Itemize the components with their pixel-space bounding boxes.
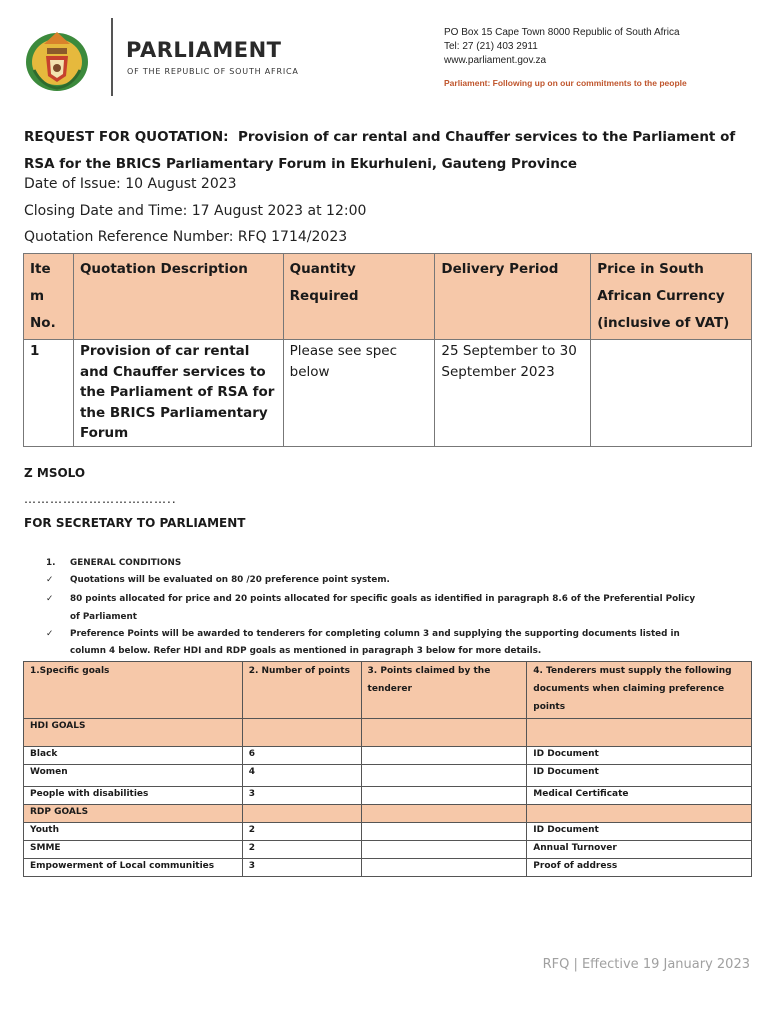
goals-header-docs: 4. Tenderers must supply the following documents when claiming preference points xyxy=(527,662,752,719)
heading-text: GENERAL CONDITIONS xyxy=(70,558,182,568)
goals-header-claimed: 3. Points claimed by the tenderer xyxy=(361,662,527,719)
goal-cell: SMME xyxy=(24,841,243,859)
rdp-section-row xyxy=(24,805,752,823)
address-line: PO Box 15 Cape Town 8000 Republic of South Africa xyxy=(444,27,680,38)
parliament-coat-of-arms-logo xyxy=(22,22,92,92)
table-row xyxy=(24,340,752,447)
cell-delivery: 25 September to 30 September 2023 xyxy=(435,340,591,447)
claimed-cell[interactable] xyxy=(361,841,527,859)
cell-price[interactable] xyxy=(591,340,752,447)
condition-text: Quotations will be evaluated on 80 /20 preference point system. xyxy=(70,575,390,585)
signatory-name: Z MSOLO xyxy=(24,466,86,480)
goals-header-points: 2. Number of points xyxy=(242,662,361,719)
condition-item xyxy=(46,629,680,639)
hdi-section-row xyxy=(24,719,752,747)
doc-cell: ID Document xyxy=(527,747,752,765)
goal-cell: People with disabilities xyxy=(24,787,243,805)
cell-description: Provision of car rental and Chauffer services to the Parliament of RSA for the BRICS Parliamentary Forum xyxy=(73,340,283,447)
doc-cell: Annual Turnover xyxy=(527,841,752,859)
doc-cell: Medical Certificate xyxy=(527,787,752,805)
check-icon: ✓ xyxy=(46,594,54,604)
doc-cell: ID Document xyxy=(527,823,752,841)
points-cell: 3 xyxy=(242,787,361,805)
signature-line: …………………………….. xyxy=(24,492,177,506)
points-cell: 3 xyxy=(242,859,361,877)
cell-item: 1 xyxy=(24,340,74,447)
specific-goals-table xyxy=(23,661,752,877)
quotation-table-header xyxy=(24,254,752,340)
condition-continuation: of Parliament xyxy=(70,612,137,622)
header-quantity: Quantity Required xyxy=(283,254,435,340)
claimed-cell[interactable] xyxy=(361,859,527,877)
table-row xyxy=(24,823,752,841)
condition-item xyxy=(46,575,390,585)
points-cell: 2 xyxy=(242,823,361,841)
goals-table-header xyxy=(24,662,752,719)
tagline: Parliament: Following up on our commitments to the people xyxy=(444,78,687,88)
phone-line: Tel: 27 (21) 403 2911 xyxy=(444,41,538,52)
org-subtitle: OF THE REPUBLIC OF SOUTH AFRICA xyxy=(127,67,299,76)
points-cell: 2 xyxy=(242,841,361,859)
title-text: Provision of car rental and Chauffer services to the Parliament of RSA for the BRICS Parliamentary Forum in Ekurhuleni, Gauteng Province xyxy=(24,129,736,172)
points-cell: 4 xyxy=(242,765,361,787)
claimed-cell[interactable] xyxy=(361,765,527,787)
doc-cell: ID Document xyxy=(527,765,752,787)
hdi-label: HDI GOALS xyxy=(24,719,243,747)
check-icon: ✓ xyxy=(46,575,54,585)
check-icon: ✓ xyxy=(46,629,54,639)
goal-cell: Youth xyxy=(24,823,243,841)
cell-quantity: Please see spec below xyxy=(283,340,435,447)
claimed-cell[interactable] xyxy=(361,747,527,765)
condition-text: Preference Points will be awarded to tenderers for completing column 3 and supplying the supporting documents listed in xyxy=(70,629,680,639)
table-row xyxy=(24,747,752,765)
claimed-cell[interactable] xyxy=(361,787,527,805)
header-price: Price in South African Currency (inclusive of VAT) xyxy=(591,254,752,340)
conditions-heading xyxy=(46,558,181,568)
header-divider xyxy=(111,18,113,96)
header-description: Quotation Description xyxy=(73,254,283,340)
date-of-issue: Date of Issue: 10 August 2023 xyxy=(24,176,237,192)
condition-item xyxy=(46,594,695,604)
table-row xyxy=(24,859,752,877)
heading-number: 1. xyxy=(46,558,56,568)
header-delivery: Delivery Period xyxy=(435,254,591,340)
table-row xyxy=(24,765,752,787)
closing-date: Closing Date and Time: 17 August 2023 at 12:00 xyxy=(24,203,367,219)
table-row xyxy=(24,841,752,859)
goal-cell: Empowerment of Local communities xyxy=(24,859,243,877)
signatory-title: FOR SECRETARY TO PARLIAMENT xyxy=(24,516,246,530)
header-item-no: Ite m No. xyxy=(24,254,74,340)
table-row xyxy=(24,787,752,805)
goals-header-goal: 1.Specific goals xyxy=(24,662,243,719)
quotation-table xyxy=(23,253,752,447)
doc-cell: Proof of address xyxy=(527,859,752,877)
page-footer: RFQ | Effective 19 January 2023 xyxy=(542,957,750,972)
document-title xyxy=(24,124,754,178)
claimed-cell[interactable] xyxy=(361,823,527,841)
points-cell: 6 xyxy=(242,747,361,765)
website-link[interactable]: www.parliament.gov.za xyxy=(444,55,547,66)
rdp-label: RDP GOALS xyxy=(24,805,243,823)
condition-continuation: column 4 below. Refer HDI and RDP goals as mentioned in paragraph 3 below for more details. xyxy=(70,646,542,656)
goal-cell: Women xyxy=(24,765,243,787)
goal-cell: Black xyxy=(24,747,243,765)
condition-text: 80 points allocated for price and 20 points allocated for specific goals as identified in paragraph 8.6 of the Preferential Policy xyxy=(70,594,696,604)
org-name: PARLIAMENT xyxy=(126,38,282,62)
title-label: REQUEST FOR QUOTATION: xyxy=(24,129,229,145)
reference-number: Quotation Reference Number: RFQ 1714/2023 xyxy=(24,229,348,245)
